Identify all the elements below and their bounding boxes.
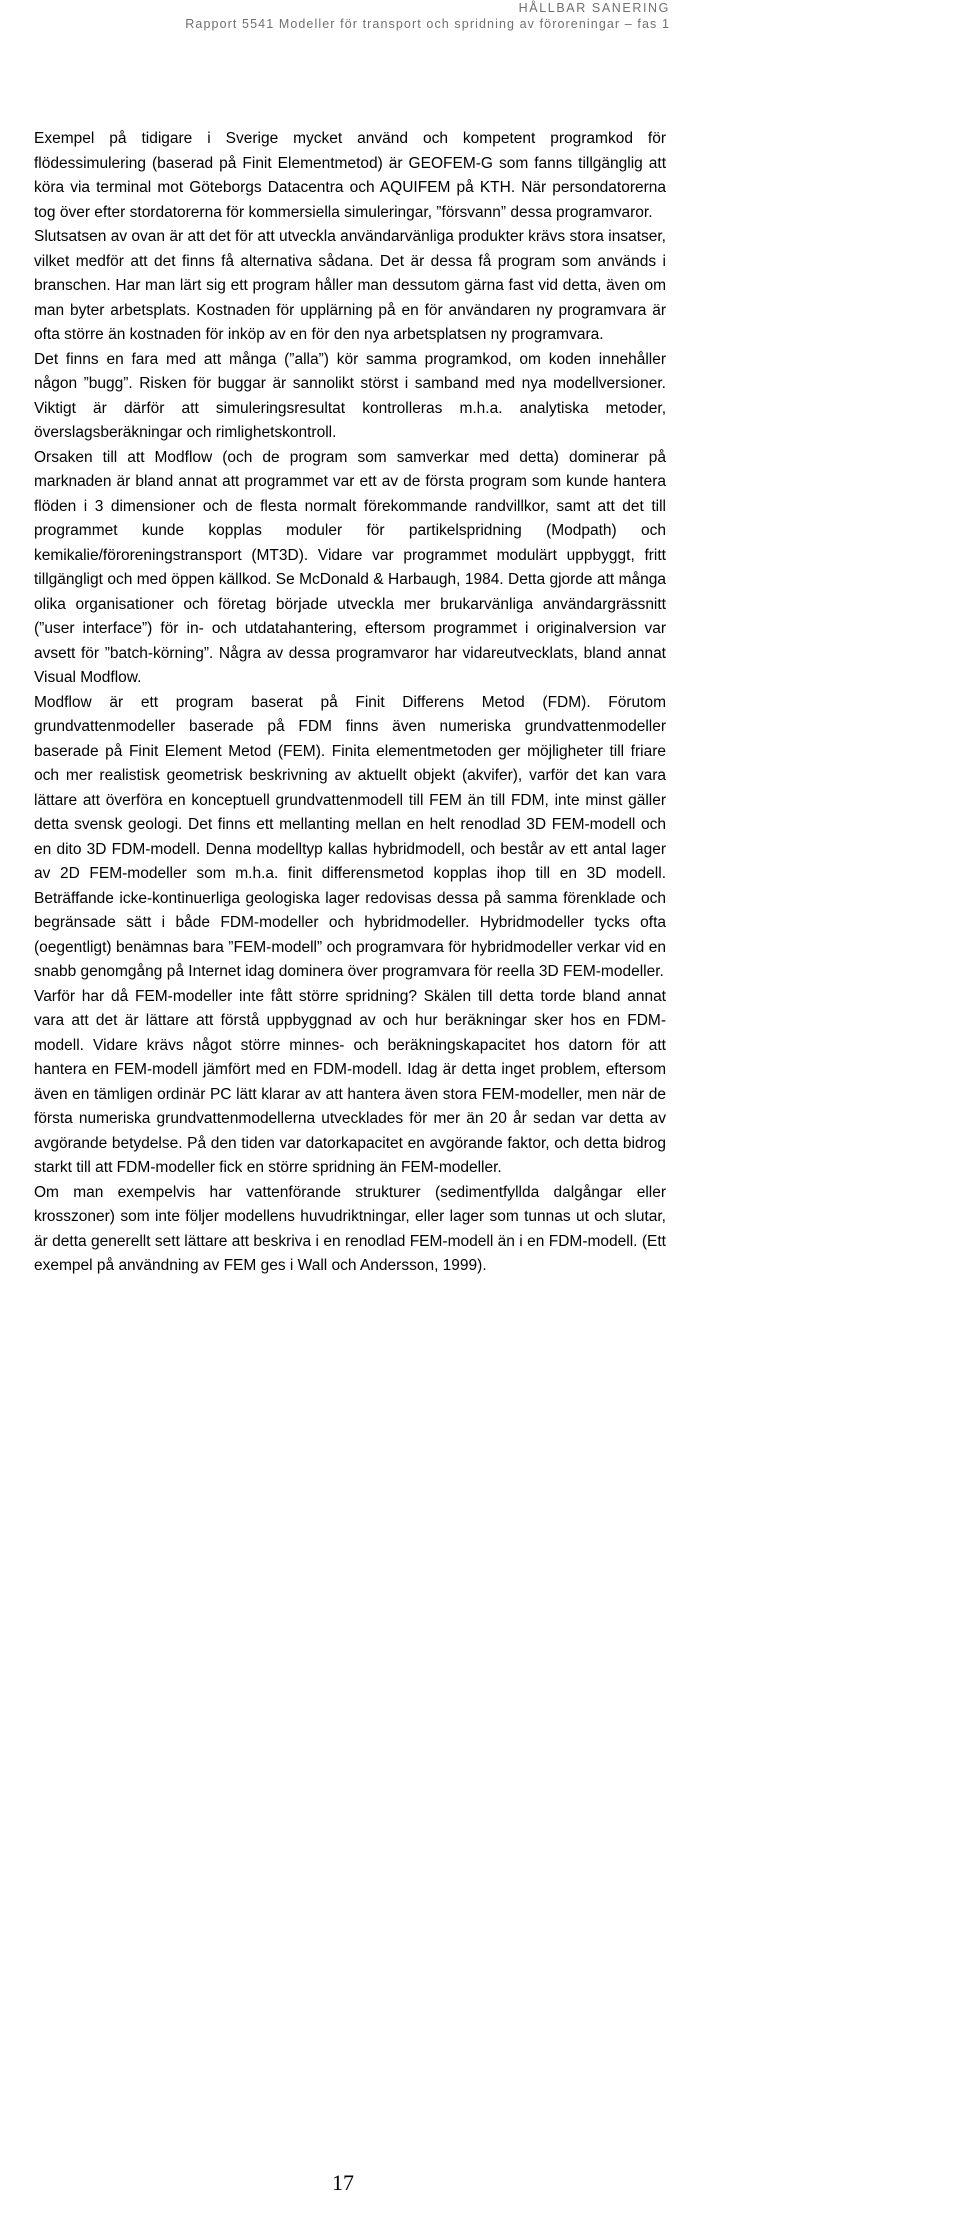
paragraph: Om man exempelvis har vattenförande strukturer (sedimentfyllda dalgångar eller krosszoner) som inte följer modellens huvudriktningar, eller lager som tunnas ut och slutar, är detta generellt sett lättare att beskriva i en renodlad FEM-modell än i en FDM-modell. (Ett exempel på användning av FEM ges i Wall och Andersson, 1999). — [34, 1183, 666, 1274]
paragraph: Det finns en fara med att många (”alla”) kör samma programkod, om koden innehåller någon ”bugg”. Risken för buggar är sannolikt störst i samband med nya modellversioner. Viktigt är därför att simuleringsresultat kontrolleras m.h.a. analytiska metoder, överslagsberäkningar och rimlighetskontroll. — [34, 350, 666, 441]
paragraph: Modflow är ett program baserat på Finit Differens Metod (FDM). Förutom grundvattenmodeller baserade på FDM finns även numeriska grundvattenmodeller baserade på Finit Element Metod (FEM). Finita elementmetoden ger möjligheter till friare och mer realistisk geometrisk beskrivning av aktuellt objekt (akvifer), varför det kan vara lättare att överföra en konceptuell grundvattenmodell till FEM än till FDM, inte minst gäller detta svensk geologi. Det finns ett mellanting mellan en helt renodlad 3D FEM-modell och en dito 3D FDM-modell. Denna modelltyp kallas hybridmodell, och består av ett antal lager av 2D FEM-modeller som m.h.a. finit differensmetod kopplas ihop till en 3D modell. Beträffande icke-kontinuerliga geologiska lager redovisas dessa på samma förenklade och begränsade sätt i både FDM-modeller och hybridmodeller. Hybridmodeller tycks ofta (oegentligt) benämnas bara ”FEM-modell” och programvara för hybridmodeller verkar vid en snabb genomgång på Internet idag dominera över programvara för reella 3D FEM-modeller. — [34, 693, 666, 980]
header-title: HÅLLBAR SANERING — [518, 1, 670, 15]
paragraph: Orsaken till att Modflow (och de program som samverkar med detta) dominerar på marknaden är bland annat att programmet var ett av de första program som kunde hantera flöden i 3 dimensioner och de flesta normalt förekommande randvillkor, samt att det till programmet kunde kopplas moduler för partikelspridning (Modpath) och kemikalie/föroreningstransport (MT3D). Vidare var programmet modulärt uppbyggt, fritt tillgängligt och med öppen källkod. Se McDonald & Harbaugh, 1984. Detta gjorde att många olika organisationer och företag började utveckla mer brukarvänliga användargrässnitt (”user interface”) för in- och utdatahantering, eftersom programmet i originalversion var avsett för ”batch-körning”. Några av dessa programvaror har vidareutvecklats, bland annat Visual Modflow. — [34, 448, 666, 686]
paragraph: Slutsatsen av ovan är att det för att utveckla användarvänliga produkter krävs stora insatser, vilket medför att det finns få alternativa sådana. Det är dessa få program som används i branschen. Har man lärt sig ett program håller man dessutom gärna fast vid detta, även om man byter arbetsplats. Kostnaden för upplärning på en för användaren ny programvara är ofta större än kostnaden för inköp av en för den nya arbetsplatsen ny programvara. — [34, 228, 666, 343]
paragraph: Varför har då FEM-modeller inte fått större spridning? Skälen till detta torde bland annat vara att det är lättare att förstå uppbyggnad av och hur beräkningar sker hos en FDM-modell. Vidare krävs något större minnes- och beräkningskapacitet hos datorn för att hantera en FEM-modell jämfört med en FDM-modell. Idag är detta inget problem, eftersom även en tämligen ordinär PC lätt klarar av att hantera även stora FEM-modeller, men när de första numeriska grundvattenmodellerna utvecklades för mer än 20 år sedan var detta av avgörande betydelse. På den tiden var datorkapacitet en avgörande faktor, och detta bidrog starkt till att FDM-modeller fick en större spridning än FEM-modeller. — [34, 987, 666, 1176]
paragraph: Exempel på tidigare i Sverige mycket använd och kompetent programkod för flödessimulering (baserad på Finit Elementmetod) är GEOFEM-G som fanns tillgänglig att köra via terminal mot Göteborgs Datacentra och AQUIFEM på KTH. När persondatorerna tog över efter stordatorerna för kommersiella simuleringar, ”försvann” dessa programvaror. — [34, 130, 666, 221]
page-number: 17 — [332, 2170, 354, 2195]
header-subtitle: Rapport 5541 Modeller för transport och spridning av föroreningar – fas 1 — [185, 17, 670, 31]
running-header — [185, 0, 670, 32]
body-text — [34, 127, 666, 1279]
